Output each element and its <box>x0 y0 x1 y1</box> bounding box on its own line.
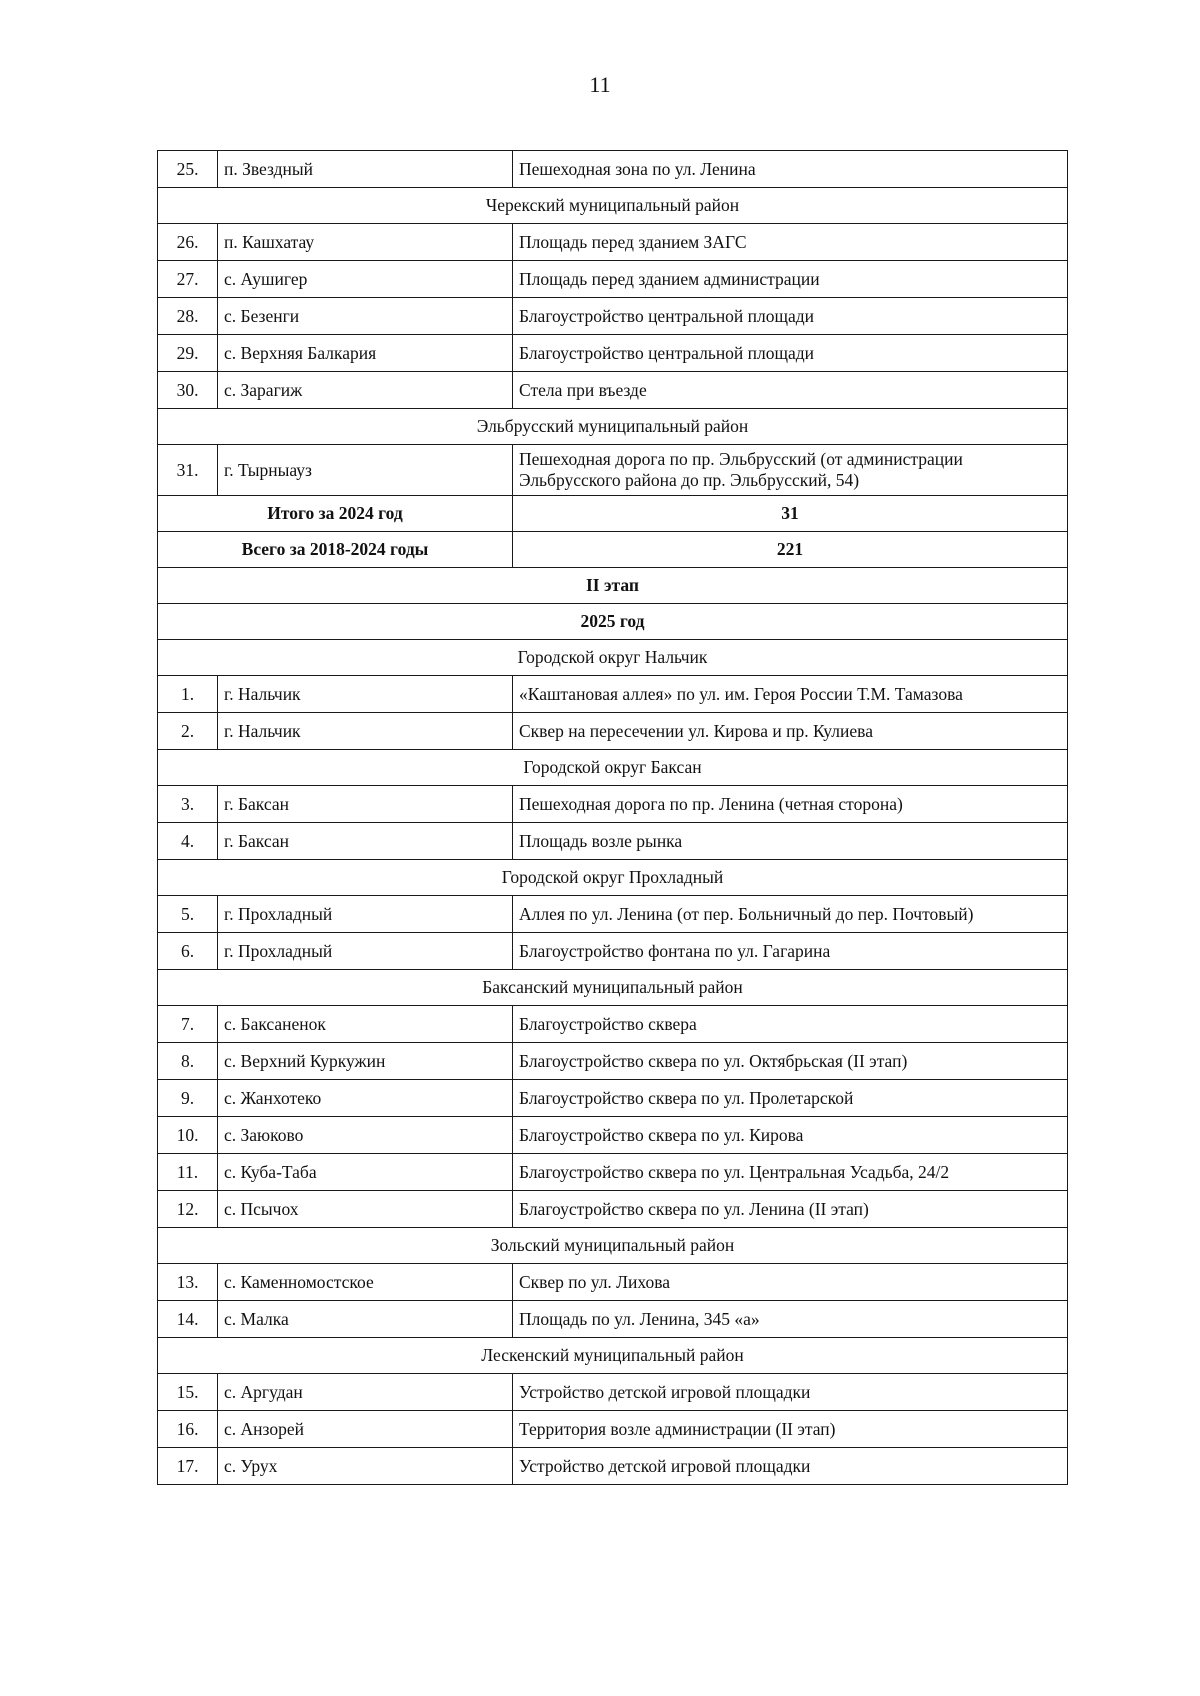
district-heading: Городской округ Прохладный <box>158 860 1068 896</box>
object-cell: Пешеходная дорога по пр. Эльбрусский (от администрации Эльбрусского района до пр. Эльбрусский, 54) <box>513 445 1068 496</box>
table-row <box>158 261 1068 298</box>
settlement-cell: г. Прохладный <box>218 896 513 933</box>
row-number: 30. <box>158 372 218 409</box>
total-row <box>158 496 1068 532</box>
district-heading: Эльбрусский муниципальный район <box>158 409 1068 445</box>
settlement-cell: п. Кашхатау <box>218 224 513 261</box>
settlement-cell: с. Урух <box>218 1448 513 1485</box>
row-number: 3. <box>158 786 218 823</box>
year-heading: 2025 год <box>158 604 1068 640</box>
district-heading-row <box>158 1228 1068 1264</box>
row-number: 4. <box>158 823 218 860</box>
settlement-cell: с. Аушигер <box>218 261 513 298</box>
row-number: 10. <box>158 1117 218 1154</box>
row-number: 17. <box>158 1448 218 1485</box>
settlement-cell: с. Баксаненок <box>218 1006 513 1043</box>
object-cell: Устройство детской игровой площадки <box>513 1448 1068 1485</box>
table-row <box>158 224 1068 261</box>
settlement-cell: с. Анзорей <box>218 1411 513 1448</box>
table-row <box>158 1374 1068 1411</box>
settlement-cell: с. Малка <box>218 1301 513 1338</box>
table-row <box>158 676 1068 713</box>
row-number: 1. <box>158 676 218 713</box>
district-heading: Зольский муниципальный район <box>158 1228 1068 1264</box>
district-heading-row <box>158 1338 1068 1374</box>
row-number: 12. <box>158 1191 218 1228</box>
row-number: 28. <box>158 298 218 335</box>
district-heading-row <box>158 188 1068 224</box>
row-number: 14. <box>158 1301 218 1338</box>
table-row <box>158 1154 1068 1191</box>
total-row <box>158 532 1068 568</box>
page-number: 11 <box>589 72 611 97</box>
row-number: 5. <box>158 896 218 933</box>
table-row <box>158 933 1068 970</box>
object-cell: Устройство детской игровой площадки <box>513 1374 1068 1411</box>
table-row <box>158 713 1068 750</box>
object-cell: Сквер на пересечении ул. Кирова и пр. Кулиева <box>513 713 1068 750</box>
district-heading: Городской округ Баксан <box>158 750 1068 786</box>
object-cell: Благоустройство сквера по ул. Ленина (II этап) <box>513 1191 1068 1228</box>
object-cell: Площадь возле рынка <box>513 823 1068 860</box>
object-cell: Благоустройство сквера по ул. Октябрьская (II этап) <box>513 1043 1068 1080</box>
total-label: Всего за 2018-2024 годы <box>158 532 513 568</box>
table-row <box>158 1117 1068 1154</box>
settlement-cell: с. Верхняя Балкария <box>218 335 513 372</box>
row-number: 26. <box>158 224 218 261</box>
table-row <box>158 1043 1068 1080</box>
total-value: 31 <box>513 496 1068 532</box>
row-number: 31. <box>158 445 218 496</box>
object-cell: Благоустройство сквера по ул. Кирова <box>513 1117 1068 1154</box>
table-row <box>158 896 1068 933</box>
table-row <box>158 1264 1068 1301</box>
table-row <box>158 445 1068 496</box>
object-cell: Благоустройство сквера по ул. Пролетарской <box>513 1080 1068 1117</box>
object-cell: Площадь перед зданием администрации <box>513 261 1068 298</box>
district-heading: Черекский муниципальный район <box>158 188 1068 224</box>
row-number: 13. <box>158 1264 218 1301</box>
object-cell: Благоустройство центральной площади <box>513 335 1068 372</box>
table-row <box>158 372 1068 409</box>
settlement-cell: с. Зарагиж <box>218 372 513 409</box>
district-heading: Лескенский муниципальный район <box>158 1338 1068 1374</box>
object-cell: Благоустройство фонтана по ул. Гагарина <box>513 933 1068 970</box>
district-heading: Городской округ Нальчик <box>158 640 1068 676</box>
row-number: 27. <box>158 261 218 298</box>
object-cell: Благоустройство центральной площади <box>513 298 1068 335</box>
settlement-cell: г. Тырныауз <box>218 445 513 496</box>
object-cell: Благоустройство сквера <box>513 1006 1068 1043</box>
table-row <box>158 1006 1068 1043</box>
total-label: Итого за 2024 год <box>158 496 513 532</box>
district-heading: Баксанский муниципальный район <box>158 970 1068 1006</box>
settlement-cell: г. Баксан <box>218 823 513 860</box>
settlement-cell: с. Заюково <box>218 1117 513 1154</box>
settlement-cell: г. Нальчик <box>218 713 513 750</box>
table-row <box>158 1411 1068 1448</box>
stage-heading: II этап <box>158 568 1068 604</box>
settlement-cell: с. Аргудан <box>218 1374 513 1411</box>
object-cell: Благоустройство сквера по ул. Центральная Усадьба, 24/2 <box>513 1154 1068 1191</box>
row-number: 7. <box>158 1006 218 1043</box>
district-heading-row <box>158 970 1068 1006</box>
object-cell: Аллея по ул. Ленина (от пер. Больничный до пер. Почтовый) <box>513 896 1068 933</box>
objects-table <box>157 150 1068 1485</box>
table-row <box>158 1301 1068 1338</box>
object-cell: Территория возле администрации (II этап) <box>513 1411 1068 1448</box>
total-value: 221 <box>513 532 1068 568</box>
object-cell: Площадь по ул. Ленина, 345 «а» <box>513 1301 1068 1338</box>
settlement-cell: п. Звездный <box>218 151 513 188</box>
row-number: 2. <box>158 713 218 750</box>
district-heading-row <box>158 640 1068 676</box>
table-row <box>158 1191 1068 1228</box>
object-cell: «Каштановая аллея» по ул. им. Героя России Т.М. Тамазова <box>513 676 1068 713</box>
district-heading-row <box>158 750 1068 786</box>
settlement-cell: с. Верхний Куркужин <box>218 1043 513 1080</box>
settlement-cell: с. Жанхотеко <box>218 1080 513 1117</box>
object-cell: Стела при въезде <box>513 372 1068 409</box>
row-number: 6. <box>158 933 218 970</box>
row-number: 8. <box>158 1043 218 1080</box>
object-cell: Площадь перед зданием ЗАГС <box>513 224 1068 261</box>
settlement-cell: г. Прохладный <box>218 933 513 970</box>
settlement-cell: с. Куба-Таба <box>218 1154 513 1191</box>
settlement-cell: с. Псычох <box>218 1191 513 1228</box>
stage-heading-row <box>158 568 1068 604</box>
year-heading-row <box>158 604 1068 640</box>
table-row <box>158 298 1068 335</box>
table-row <box>158 786 1068 823</box>
object-cell: Пешеходная дорога по пр. Ленина (четная сторона) <box>513 786 1068 823</box>
table-row <box>158 1448 1068 1485</box>
object-cell: Пешеходная зона по ул. Ленина <box>513 151 1068 188</box>
row-number: 29. <box>158 335 218 372</box>
row-number: 11. <box>158 1154 218 1191</box>
settlement-cell: с. Каменномостское <box>218 1264 513 1301</box>
table-row <box>158 1080 1068 1117</box>
row-number: 15. <box>158 1374 218 1411</box>
table-row <box>158 335 1068 372</box>
row-number: 25. <box>158 151 218 188</box>
settlement-cell: с. Безенги <box>218 298 513 335</box>
row-number: 16. <box>158 1411 218 1448</box>
settlement-cell: г. Нальчик <box>218 676 513 713</box>
table-row <box>158 823 1068 860</box>
table-row <box>158 151 1068 188</box>
settlement-cell: г. Баксан <box>218 786 513 823</box>
district-heading-row <box>158 860 1068 896</box>
row-number: 9. <box>158 1080 218 1117</box>
object-cell: Сквер по ул. Лихова <box>513 1264 1068 1301</box>
district-heading-row <box>158 409 1068 445</box>
